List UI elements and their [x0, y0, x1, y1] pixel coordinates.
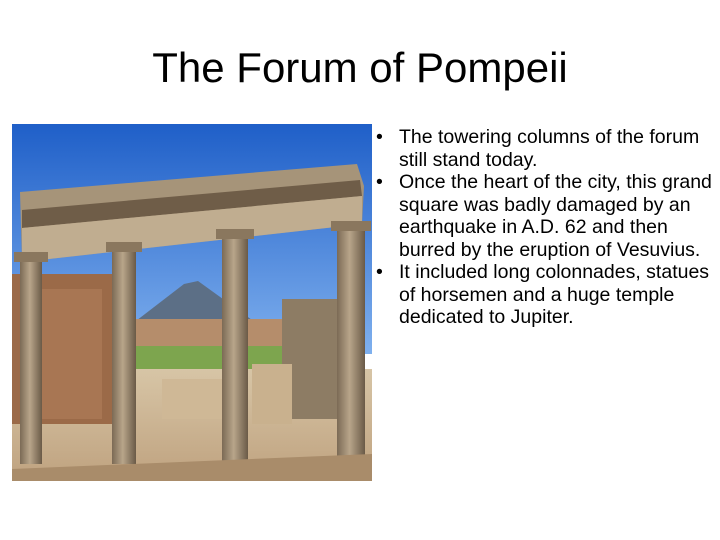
pedestal	[252, 364, 292, 424]
low-wall	[162, 379, 232, 419]
bullet-item	[376, 171, 712, 261]
column-3	[222, 236, 248, 464]
bullet-marker: •	[376, 126, 383, 148]
bullet-item	[376, 126, 712, 171]
forum-photo	[12, 124, 372, 481]
bullet-text: It included long colonnades, statues of horsemen and a huge temple dedicated to Jupiter.	[399, 261, 710, 328]
column-1	[20, 259, 42, 464]
bullet-marker: •	[376, 171, 383, 193]
column-4	[337, 228, 365, 464]
bullet-text: Once the heart of the city, this grand square was badly damaged by an earthquake in A.D. 62 and then burred by the eruption of Vesuvius.	[399, 171, 712, 261]
capital-4	[331, 221, 371, 231]
forum-photo-illustration	[12, 124, 372, 481]
capital-1	[14, 252, 48, 262]
column-2	[112, 249, 136, 464]
bullet-item	[376, 261, 712, 329]
brick-wall-face	[42, 289, 102, 419]
bullet-list	[376, 126, 712, 329]
capital-3	[216, 229, 254, 239]
bullet-text: The towering columns of the forum still stand today.	[399, 126, 700, 171]
slide-title: The Forum of Pompeii	[152, 44, 568, 91]
bullet-marker: •	[376, 261, 383, 283]
capital-2	[106, 242, 142, 252]
